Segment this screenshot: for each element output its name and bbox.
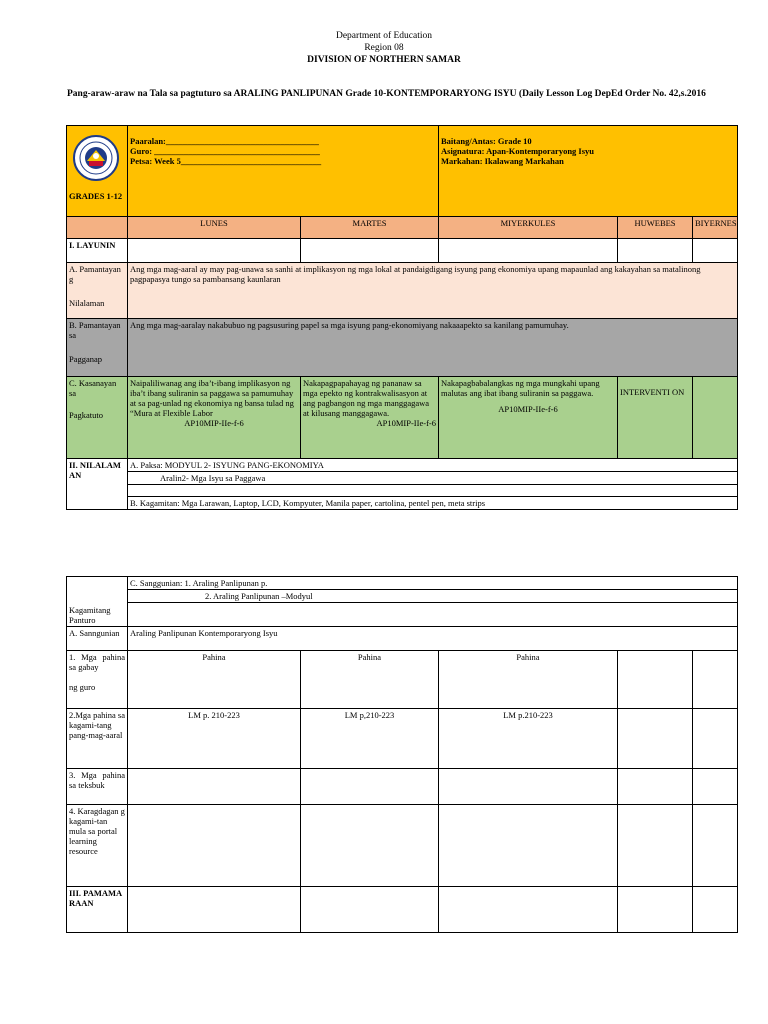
lm-lunes: LM p. 210-223 bbox=[128, 709, 301, 769]
pamamaraan-biyernes bbox=[693, 887, 738, 933]
karagdagan-martes bbox=[301, 805, 439, 887]
kagamitang-panturo-label: Kagamitang Panturo bbox=[67, 577, 128, 627]
kasanayan-miyerkules-text: Nakapagbabalangkas ng mga mungkahi upang malutas ang ibat ibang suliranin sa paggawa. bbox=[441, 378, 600, 398]
teksbuk-martes bbox=[301, 769, 439, 805]
kasanayan-huwebes: INTERVENTI ON bbox=[618, 377, 693, 459]
kasanayan-label-a: C. Kasanayan sa bbox=[69, 378, 117, 398]
layunin-biyernes bbox=[693, 239, 738, 263]
pamantayan-nilalaman-label bbox=[67, 263, 128, 319]
kagamitan-mag-aaral-label: 2.Mga pahina sa kagami-tang pang-mag-aaral bbox=[67, 709, 128, 769]
kagamitan-text: B. Kagamitan: Mga Larawan, Laptop, LCD, Kompyuter, Manila paper, cartolina, pentel pen, meta strips bbox=[128, 497, 738, 510]
lesson-log-table-1 bbox=[66, 125, 738, 510]
teksbuk-lunes bbox=[128, 769, 301, 805]
pamantayan-nilalaman-text: Ang mga mag-aaral ay may pag-unawa sa sanhi at implikasyon ng mga lokal at pandaigdigang isyung pang ekonomiya upang mapaunlad ang kakayahan sa matalinong pagpapasya tungo sa pambansang kaunlaran bbox=[128, 263, 738, 319]
karagdagan-miyerkules bbox=[439, 805, 618, 887]
layunin-huwebes bbox=[618, 239, 693, 263]
pamantayan-pagganap-label-a: B. Pamantayan sa bbox=[69, 320, 121, 340]
deped-seal-icon bbox=[73, 135, 119, 181]
dept-name: Department of Education bbox=[335, 31, 433, 41]
gabay-label-a: 1. Mga pahina sa gabay bbox=[69, 652, 125, 672]
layunin-miyerkules bbox=[439, 239, 618, 263]
kasanayan-martes-text: Nakapagpapahayag ng pananaw sa mga epekto ng kontrakwalisasyon at ang pagbangon ng mga manggagawa at kilusang manggagawa. bbox=[303, 378, 430, 418]
day-header-lunes: LUNES bbox=[128, 217, 301, 239]
karagdagan-lunes bbox=[128, 805, 301, 887]
kagamitang-panturo-blank bbox=[128, 603, 738, 627]
gabay-biyernes bbox=[693, 651, 738, 709]
blank-day-header bbox=[67, 217, 128, 239]
a-sanggunian-text: Araling Panlipunan Kontemporaryong Isyu bbox=[128, 627, 738, 651]
gabay-miyerkules: Pahina bbox=[439, 651, 618, 709]
day-header-miyerkules: MIYERKULES bbox=[439, 217, 618, 239]
pamantayan-nilalaman-label-a: A. Pamantayan g bbox=[69, 264, 121, 284]
guro-field: Guro: _______________________________________ bbox=[130, 146, 320, 156]
markahan-field: Markahan: Ikalawang Markahan bbox=[441, 156, 564, 166]
pamamaraan-lunes bbox=[128, 887, 301, 933]
pamamaraan-huwebes bbox=[618, 887, 693, 933]
kasanayan-lunes-code: AP10MIP-IIe-f-6 bbox=[184, 418, 244, 428]
karagdagan-biyernes bbox=[693, 805, 738, 887]
pamamaraan-martes bbox=[301, 887, 439, 933]
a-sanggunian-label: A. Sanngunian bbox=[67, 627, 128, 651]
grades-label: GRADES 1-12 bbox=[69, 191, 123, 201]
teksbuk-label: 3. Mga pahina sa teksbuk bbox=[67, 769, 128, 805]
karagdagan-huwebes bbox=[618, 805, 693, 887]
region-name: Region 08 bbox=[364, 43, 404, 53]
pamantayan-nilalaman-label-b: Nilalaman bbox=[69, 298, 105, 308]
lesson-log-table-2 bbox=[66, 576, 738, 933]
baitang-field: Baitang/Antas: Grade 10 bbox=[441, 136, 532, 146]
gabay-huwebes bbox=[618, 651, 693, 709]
sanggunian-line-2: 2. Araling Panlipunan –Modyul bbox=[128, 590, 738, 603]
kasanayan-martes-code: AP10MIP-IIe-f-6 bbox=[376, 418, 436, 428]
grade-info-cell bbox=[439, 126, 738, 217]
aralin-text: Aralin2- Mga Isyu sa Paggawa bbox=[128, 472, 738, 485]
asignatura-field: Asignatura: Apan-Kontemporaryong Isyu bbox=[441, 146, 595, 156]
lm-miyerkules: LM p.210-223 bbox=[439, 709, 618, 769]
layunin-martes bbox=[301, 239, 439, 263]
gabay-lunes: Pahina bbox=[128, 651, 301, 709]
pamantayan-pagganap-label-b: Pagganap bbox=[69, 354, 103, 364]
kasanayan-miyerkules-code: AP10MIP-IIe-f-6 bbox=[498, 404, 558, 414]
division-name: DIVISION OF NORTHERN SAMAR bbox=[307, 55, 461, 65]
teksbuk-biyernes bbox=[693, 769, 738, 805]
pamamaraan-miyerkules bbox=[439, 887, 618, 933]
pamantayan-pagganap-text: Ang mga mag-aaralay nakabubuo ng pagsusuring papel sa mga isyung pang-ekonomiyang nakaaapekto sa kanilang pamumuhay. bbox=[128, 319, 738, 377]
paaralan-field: Paaralan:____________________________________ bbox=[130, 136, 319, 146]
nilalaman-blank-row bbox=[128, 485, 738, 497]
document-title: Pang-araw-araw na Tala sa pagtuturo sa ARALING PANLIPUNAN Grade 10-KONTEMPORARYONG ISYU (Daily Lesson Log DepEd Order No. 42,s.2016 bbox=[67, 89, 706, 99]
lm-biyernes bbox=[693, 709, 738, 769]
kasanayan-label bbox=[67, 377, 128, 459]
kasanayan-biyernes bbox=[693, 377, 738, 459]
petsa-field: Petsa: Week 5_________________________________ bbox=[130, 156, 322, 166]
school-info-cell bbox=[128, 126, 439, 217]
grades-cell bbox=[67, 126, 128, 217]
lm-huwebes bbox=[618, 709, 693, 769]
paksa-text: A. Paksa: MODYUL 2- ISYUNG PANG-EKONOMIYA bbox=[128, 459, 738, 472]
kasanayan-label-b: Pagkatuto bbox=[69, 410, 103, 420]
layunin-label: I. LAYUNIN bbox=[67, 239, 128, 263]
gabay-label-b: ng guro bbox=[69, 682, 96, 692]
lm-martes: LM p,210-223 bbox=[301, 709, 439, 769]
kasanayan-miyerkules bbox=[439, 377, 618, 459]
pamamaraan-label: III. PAMAMA RAAN bbox=[67, 887, 128, 933]
gabay-label bbox=[67, 651, 128, 709]
gabay-martes: Pahina bbox=[301, 651, 439, 709]
nilalaman-label: II. NILALAM AN bbox=[67, 459, 128, 510]
document-header bbox=[0, 30, 768, 66]
kasanayan-lunes-text: Naipaliliwanag ang iba’t-ibang implikasyon ng iba’t ibang suliranin sa paggawa sa pamumuhay at sa pag-unlad ng ekonomiya ng bansa tulad ng “Mura at Flexible Labor bbox=[130, 378, 294, 418]
day-header-biyernes: BIYERNES bbox=[693, 217, 738, 239]
kasanayan-lunes bbox=[128, 377, 301, 459]
sanggunian-line-1: C. Sanggunian: 1. Araling Panlipunan p. bbox=[128, 577, 738, 590]
layunin-lunes bbox=[128, 239, 301, 263]
day-header-martes: MARTES bbox=[301, 217, 439, 239]
karagdagan-label: 4. Karagdagan g kagami-tan mula sa portal learning resource bbox=[67, 805, 128, 887]
pamantayan-pagganap-label bbox=[67, 319, 128, 377]
teksbuk-miyerkules bbox=[439, 769, 618, 805]
kasanayan-martes bbox=[301, 377, 439, 459]
teksbuk-huwebes bbox=[618, 769, 693, 805]
day-header-huwebes: HUWEBES bbox=[618, 217, 693, 239]
